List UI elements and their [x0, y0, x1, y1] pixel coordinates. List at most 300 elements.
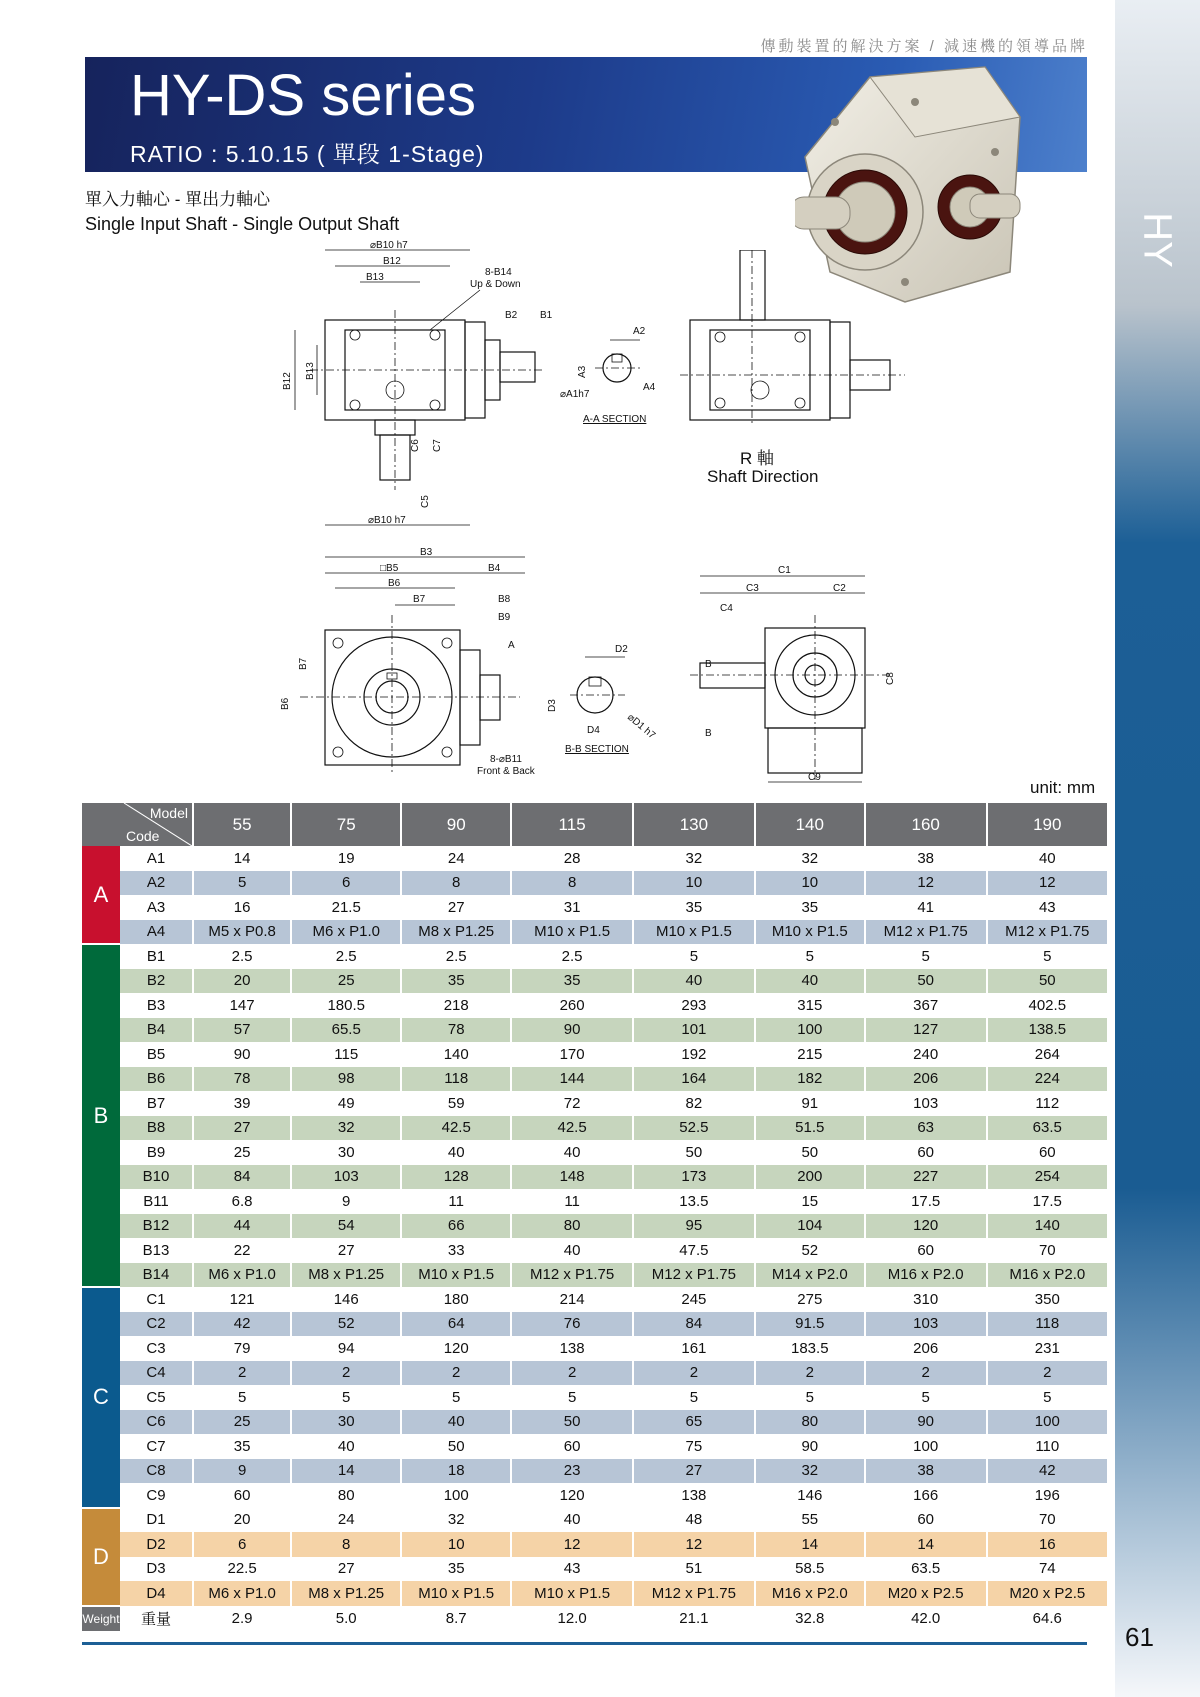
table-cell: 206 — [865, 1067, 987, 1092]
table-cell: 42 — [193, 1312, 291, 1337]
table-cell: 50 — [755, 1140, 865, 1165]
table-row — [82, 1581, 1107, 1606]
table-cell: M12 x P1.75 — [633, 1581, 755, 1606]
table-cell: 60 — [865, 1238, 987, 1263]
table-row — [82, 1263, 1107, 1288]
table-cell: 5 — [865, 1385, 987, 1410]
table-cell: M8 x P1.25 — [401, 920, 511, 945]
dim-b14-note: Up & Down — [470, 279, 521, 290]
table-cell: 101 — [633, 1018, 755, 1043]
table-row — [82, 993, 1107, 1018]
table-row — [82, 944, 1107, 969]
dim-b11-note: Front & Back — [477, 766, 535, 777]
table-cell: 72 — [511, 1091, 633, 1116]
table-row — [82, 1336, 1107, 1361]
table-cell: 82 — [633, 1091, 755, 1116]
table-cell: M20 x P2.5 — [865, 1581, 987, 1606]
table-cell: 14 — [291, 1459, 401, 1484]
table-cell: 8 — [291, 1532, 401, 1557]
table-cell: 33 — [401, 1238, 511, 1263]
table-cell: 52 — [291, 1312, 401, 1337]
table-cell: 180 — [401, 1287, 511, 1312]
table-cell: 5 — [987, 1385, 1107, 1410]
row-code: A2 — [120, 871, 193, 896]
section-a-mark: A — [508, 640, 515, 651]
section-b-title: B-B SECTION — [565, 744, 629, 755]
table-cell: 38 — [865, 846, 987, 871]
table-cell: M8 x P1.25 — [291, 1263, 401, 1288]
table-cell: 12 — [865, 871, 987, 896]
table-cell: M14 x P2.0 — [755, 1263, 865, 1288]
table-cell: 9 — [291, 1189, 401, 1214]
dim-b14: 8-B14 — [485, 267, 512, 278]
table-cell: 5 — [755, 1385, 865, 1410]
table-cell: 120 — [401, 1336, 511, 1361]
table-cell: 264 — [987, 1042, 1107, 1067]
table-cell: 6.8 — [193, 1189, 291, 1214]
table-cell: 23 — [511, 1459, 633, 1484]
table-cell: 21.5 — [291, 895, 401, 920]
row-code: B10 — [120, 1165, 193, 1190]
table-cell: M10 x P1.5 — [511, 920, 633, 945]
spec-table — [82, 803, 1107, 1633]
row-code: B7 — [146, 1094, 166, 1112]
table-cell: 43 — [511, 1557, 633, 1582]
row-code: D3 — [146, 1560, 166, 1578]
row-code: C4 — [120, 1361, 193, 1386]
table-cell: 2.5 — [401, 944, 511, 969]
table-cell: 2.5 — [193, 944, 291, 969]
table-cell: 39 — [193, 1091, 291, 1116]
table-cell: M5 x P0.8 — [193, 920, 291, 945]
table-cell: 192 — [633, 1042, 755, 1067]
table-row — [82, 871, 1107, 896]
dim-b6-vertical: B6 — [280, 697, 291, 710]
table-cell: 100 — [865, 1434, 987, 1459]
brand-slogan: 傳動裝置的解決方案 / 減速機的領導品牌 — [760, 38, 1088, 55]
table-cell: 275 — [755, 1287, 865, 1312]
weight-cell: 12.0 — [511, 1606, 633, 1633]
dim-b11: 8-⌀B11 — [490, 754, 522, 765]
row-code: B13 — [142, 1241, 170, 1259]
section-a-title: A-A SECTION — [583, 414, 647, 425]
dim-b9: B9 — [498, 612, 511, 623]
table-cell: 293 — [633, 993, 755, 1018]
table-cell: M12 x P1.75 — [865, 920, 987, 945]
model-header: 55 — [193, 803, 291, 846]
table-cell: 41 — [865, 895, 987, 920]
table-row — [82, 1361, 1107, 1386]
model-header: 115 — [511, 803, 633, 846]
table-cell: M6 x P1.0 — [193, 1581, 291, 1606]
table-row — [82, 1067, 1107, 1092]
subtitle-english: Single Input Shaft - Single Output Shaft — [85, 214, 400, 234]
table-cell: 11 — [511, 1189, 633, 1214]
table-cell: 227 — [865, 1165, 987, 1190]
top-view-drawing — [270, 240, 560, 530]
table-cell: 310 — [865, 1287, 987, 1312]
table-cell: 25 — [193, 1410, 291, 1435]
table-cell: 28 — [511, 846, 633, 871]
table-cell: 47.5 — [633, 1238, 755, 1263]
table-cell: 224 — [987, 1067, 1107, 1092]
table-row — [82, 1189, 1107, 1214]
table-row — [82, 1140, 1107, 1165]
table-cell: 2 — [193, 1361, 291, 1386]
table-cell: 17.5 — [865, 1189, 987, 1214]
table-cell: 52 — [755, 1238, 865, 1263]
table-cell: 35 — [193, 1434, 291, 1459]
table-row — [82, 1459, 1107, 1484]
section-b-mark-bottom: B — [705, 728, 712, 739]
table-cell: 65 — [633, 1410, 755, 1435]
table-cell: M10 x P1.5 — [755, 920, 865, 945]
dim-c5: C5 — [420, 495, 431, 508]
table-cell: 35 — [511, 969, 633, 994]
table-row — [82, 1508, 1107, 1533]
table-cell: 63.5 — [987, 1116, 1107, 1141]
table-row — [82, 1434, 1107, 1459]
table-cell: 17.5 — [987, 1189, 1107, 1214]
ratio-subtitle: RATIO : 5.10.15 ( 單段 1-Stage) — [130, 141, 485, 167]
dim-b10: ⌀B10 h7 — [370, 240, 408, 251]
table-row — [82, 1557, 1107, 1582]
dim-b2: B2 — [505, 310, 518, 321]
table-cell: 112 — [987, 1091, 1107, 1116]
table-cell: 254 — [987, 1165, 1107, 1190]
row-code: D1 — [146, 1511, 166, 1529]
row-code: B8 — [120, 1116, 193, 1141]
weight-label-zh: 重量 — [140, 1611, 171, 1629]
table-cell: 350 — [987, 1287, 1107, 1312]
dim-d2: D2 — [615, 644, 628, 655]
table-corner-cell — [82, 803, 193, 846]
table-cell: 5 — [511, 1385, 633, 1410]
table-cell: 70 — [987, 1508, 1107, 1533]
corner-code-label: Code — [126, 828, 160, 844]
table-cell: 63 — [865, 1116, 987, 1141]
dim-c9: C9 — [808, 772, 821, 783]
table-cell: 128 — [401, 1165, 511, 1190]
table-cell: 120 — [865, 1214, 987, 1239]
table-cell: 115 — [291, 1042, 401, 1067]
row-code: B4 — [120, 1018, 193, 1043]
table-cell: 12 — [633, 1532, 755, 1557]
table-cell: 161 — [633, 1336, 755, 1361]
table-cell: 31 — [511, 895, 633, 920]
table-cell: 78 — [401, 1018, 511, 1043]
table-cell: 40 — [633, 969, 755, 994]
table-cell: M10 x P1.5 — [401, 1581, 511, 1606]
table-cell: 2 — [291, 1361, 401, 1386]
table-cell: 20 — [193, 1508, 291, 1533]
table-cell: 27 — [633, 1459, 755, 1484]
dim-d3: D3 — [547, 699, 558, 712]
table-cell: 100 — [401, 1483, 511, 1508]
table-cell: 91 — [755, 1091, 865, 1116]
table-cell: 57 — [193, 1018, 291, 1043]
table-cell: M16 x P2.0 — [755, 1581, 865, 1606]
table-row — [82, 1214, 1107, 1239]
table-cell: 43 — [987, 895, 1107, 920]
table-cell: 22.5 — [193, 1557, 291, 1582]
dim-d4: D4 — [587, 725, 600, 736]
dim-c6: C6 — [410, 439, 421, 452]
table-cell: 215 — [755, 1042, 865, 1067]
weight-row — [82, 1606, 1107, 1633]
table-cell: M12 x P1.75 — [511, 1263, 633, 1288]
table-cell: 78 — [193, 1067, 291, 1092]
table-cell: 16 — [987, 1532, 1107, 1557]
weight-cell: 8.7 — [401, 1606, 511, 1633]
dim-b13-vertical: B13 — [305, 362, 316, 380]
table-cell: 79 — [193, 1336, 291, 1361]
table-cell: 148 — [511, 1165, 633, 1190]
table-cell: 59 — [401, 1091, 511, 1116]
table-cell: 138 — [511, 1336, 633, 1361]
table-cell: 50 — [865, 969, 987, 994]
table-cell: 214 — [511, 1287, 633, 1312]
row-code: B3 — [146, 996, 166, 1014]
table-row — [82, 1483, 1107, 1508]
table-row — [82, 920, 1107, 945]
table-row — [82, 1238, 1107, 1263]
table-cell: 50 — [633, 1140, 755, 1165]
table-cell: 183.5 — [755, 1336, 865, 1361]
table-cell: M10 x P1.5 — [633, 920, 755, 945]
table-cell: 22 — [193, 1238, 291, 1263]
table-row — [82, 846, 1107, 871]
table-cell: 138.5 — [987, 1018, 1107, 1043]
table-row — [82, 1532, 1107, 1557]
table-cell: 30 — [291, 1140, 401, 1165]
table-cell: 42.5 — [401, 1116, 511, 1141]
table-cell: 98 — [291, 1067, 401, 1092]
table-cell: 51.5 — [755, 1116, 865, 1141]
table-cell: 146 — [755, 1483, 865, 1508]
table-cell: 80 — [291, 1483, 401, 1508]
section-a-drawing — [555, 320, 665, 430]
dim-a3: A3 — [577, 365, 588, 378]
table-row — [82, 1312, 1107, 1337]
row-code: A4 — [120, 920, 193, 945]
row-code: B14 — [120, 1263, 193, 1288]
table-cell: 103 — [865, 1091, 987, 1116]
table-cell: 24 — [401, 846, 511, 871]
table-cell: 40 — [511, 1238, 633, 1263]
table-cell: 146 — [291, 1287, 401, 1312]
table-cell: 32 — [291, 1116, 401, 1141]
table-cell: 50 — [987, 969, 1107, 994]
table-cell: 140 — [401, 1042, 511, 1067]
dim-a2: A2 — [633, 326, 646, 337]
table-cell: 94 — [291, 1336, 401, 1361]
row-code: C1 — [146, 1290, 166, 1308]
table-cell: 10 — [633, 871, 755, 896]
table-cell: 147 — [193, 993, 291, 1018]
table-cell: 200 — [755, 1165, 865, 1190]
table-cell: 5 — [755, 944, 865, 969]
table-cell: 35 — [755, 895, 865, 920]
table-cell: 182 — [755, 1067, 865, 1092]
row-code: B11 — [143, 1192, 169, 1210]
weight-cell: 21.1 — [633, 1606, 755, 1633]
dim-c1: C1 — [778, 565, 791, 576]
table-cell: 35 — [401, 1557, 511, 1582]
table-row — [82, 969, 1107, 994]
table-cell: 14 — [755, 1532, 865, 1557]
table-row — [82, 1410, 1107, 1435]
table-cell: 32 — [755, 1459, 865, 1484]
weight-label-en: Weight — [82, 1606, 120, 1633]
table-cell: 121 — [193, 1287, 291, 1312]
table-cell: 103 — [865, 1312, 987, 1337]
table-cell: 2 — [633, 1361, 755, 1386]
table-cell: 5 — [401, 1385, 511, 1410]
table-cell: 40 — [755, 969, 865, 994]
table-cell: 18 — [401, 1459, 511, 1484]
table-cell: 35 — [401, 969, 511, 994]
table-cell: 60 — [987, 1140, 1107, 1165]
table-cell: 40 — [401, 1410, 511, 1435]
table-cell: 5 — [193, 871, 291, 896]
table-cell: 15 — [755, 1189, 865, 1214]
row-code: B12 — [120, 1214, 193, 1239]
dim-d1: ⌀D1 h7 — [625, 711, 658, 742]
table-cell: 11 — [401, 1189, 511, 1214]
row-code: B5 — [146, 1045, 166, 1063]
table-cell: 52.5 — [633, 1116, 755, 1141]
table-cell: 315 — [755, 993, 865, 1018]
table-cell: 42 — [987, 1459, 1107, 1484]
table-cell: 13.5 — [633, 1189, 755, 1214]
table-cell: 38 — [865, 1459, 987, 1484]
table-cell: 367 — [865, 993, 987, 1018]
table-cell: 2 — [987, 1361, 1107, 1386]
table-cell: 2 — [755, 1361, 865, 1386]
section-b-mark-top: B — [705, 659, 712, 670]
table-cell: 140 — [987, 1214, 1107, 1239]
row-code: C8 — [120, 1459, 193, 1484]
dim-b4: B4 — [488, 563, 501, 574]
table-cell: M16 x P2.0 — [865, 1263, 987, 1288]
row-code: B6 — [120, 1067, 193, 1092]
dim-b7: B7 — [413, 594, 426, 605]
table-cell: 90 — [865, 1410, 987, 1435]
table-cell: 2.5 — [511, 944, 633, 969]
table-cell: 66 — [401, 1214, 511, 1239]
model-header: 190 — [987, 803, 1107, 846]
model-header: 75 — [291, 803, 401, 846]
page-number: 61 — [1125, 1622, 1154, 1652]
table-cell: 9 — [193, 1459, 291, 1484]
shaft-direction-zh: R 軸 — [740, 449, 774, 468]
table-cell: 218 — [401, 993, 511, 1018]
dim-b3: B3 — [420, 547, 433, 558]
table-cell: 74 — [987, 1557, 1107, 1582]
table-cell: 40 — [291, 1434, 401, 1459]
table-cell: 44 — [193, 1214, 291, 1239]
table-cell: 196 — [987, 1483, 1107, 1508]
corner-model-label: Model — [149, 805, 188, 821]
table-cell: 25 — [291, 969, 401, 994]
table-cell: 91.5 — [755, 1312, 865, 1337]
table-row — [82, 1018, 1107, 1043]
group-label-a: A — [82, 846, 120, 944]
table-cell: 32 — [633, 846, 755, 871]
row-code: C3 — [146, 1339, 166, 1357]
table-cell: 127 — [865, 1018, 987, 1043]
table-cell: 104 — [755, 1214, 865, 1239]
table-cell: 6 — [193, 1532, 291, 1557]
side-view-drawing — [690, 560, 920, 790]
table-cell: 40 — [511, 1508, 633, 1533]
dim-b13: B13 — [366, 272, 384, 283]
table-cell: 170 — [511, 1042, 633, 1067]
table-cell: 70 — [987, 1238, 1107, 1263]
table-row — [82, 1165, 1107, 1190]
table-cell: 12 — [987, 871, 1107, 896]
row-code: B2 — [120, 969, 193, 994]
table-cell: 5 — [193, 1385, 291, 1410]
table-cell: 8 — [511, 871, 633, 896]
table-cell: 27 — [193, 1116, 291, 1141]
spec-table-body — [82, 846, 1107, 1632]
footer-rule — [82, 1642, 1087, 1645]
table-cell: 2.5 — [291, 944, 401, 969]
unit-label: unit: mm — [1030, 778, 1096, 797]
table-cell: M6 x P1.0 — [193, 1263, 291, 1288]
table-row — [82, 1287, 1107, 1312]
table-cell: M6 x P1.0 — [291, 920, 401, 945]
weight-cell: 2.9 — [193, 1606, 291, 1633]
table-cell: 90 — [755, 1434, 865, 1459]
r-shaft-drawing — [680, 250, 910, 430]
table-cell: 32 — [755, 846, 865, 871]
table-cell: 5 — [633, 944, 755, 969]
table-cell: 118 — [401, 1067, 511, 1092]
dim-b5: □B5 — [380, 563, 399, 574]
table-cell: 180.5 — [291, 993, 401, 1018]
table-cell: 40 — [987, 846, 1107, 871]
table-cell: 118 — [987, 1312, 1107, 1337]
table-cell: 58.5 — [755, 1557, 865, 1582]
table-cell: 75 — [633, 1434, 755, 1459]
side-tab-label: HY — [1135, 212, 1180, 268]
table-cell: 144 — [511, 1067, 633, 1092]
row-code: D4 — [120, 1581, 193, 1606]
front-view-drawing — [270, 545, 550, 785]
dim-b8: B8 — [498, 594, 511, 605]
weight-cell: 32.8 — [755, 1606, 865, 1633]
table-cell: 50 — [401, 1434, 511, 1459]
table-cell: 27 — [291, 1557, 401, 1582]
table-cell: 173 — [633, 1165, 755, 1190]
table-cell: 231 — [987, 1336, 1107, 1361]
table-cell: 27 — [401, 895, 511, 920]
dim-c8: C8 — [885, 672, 896, 685]
table-cell: 27 — [291, 1238, 401, 1263]
row-code: B9 — [146, 1143, 166, 1161]
table-cell: 2 — [511, 1361, 633, 1386]
table-cell: 65.5 — [291, 1018, 401, 1043]
row-code: C9 — [146, 1486, 166, 1504]
table-cell: 30 — [291, 1410, 401, 1435]
dim-b10-bottom: ⌀B10 h7 — [368, 515, 406, 526]
dim-c3: C3 — [746, 583, 759, 594]
table-cell: M10 x P1.5 — [401, 1263, 511, 1288]
table-cell: 63.5 — [865, 1557, 987, 1582]
